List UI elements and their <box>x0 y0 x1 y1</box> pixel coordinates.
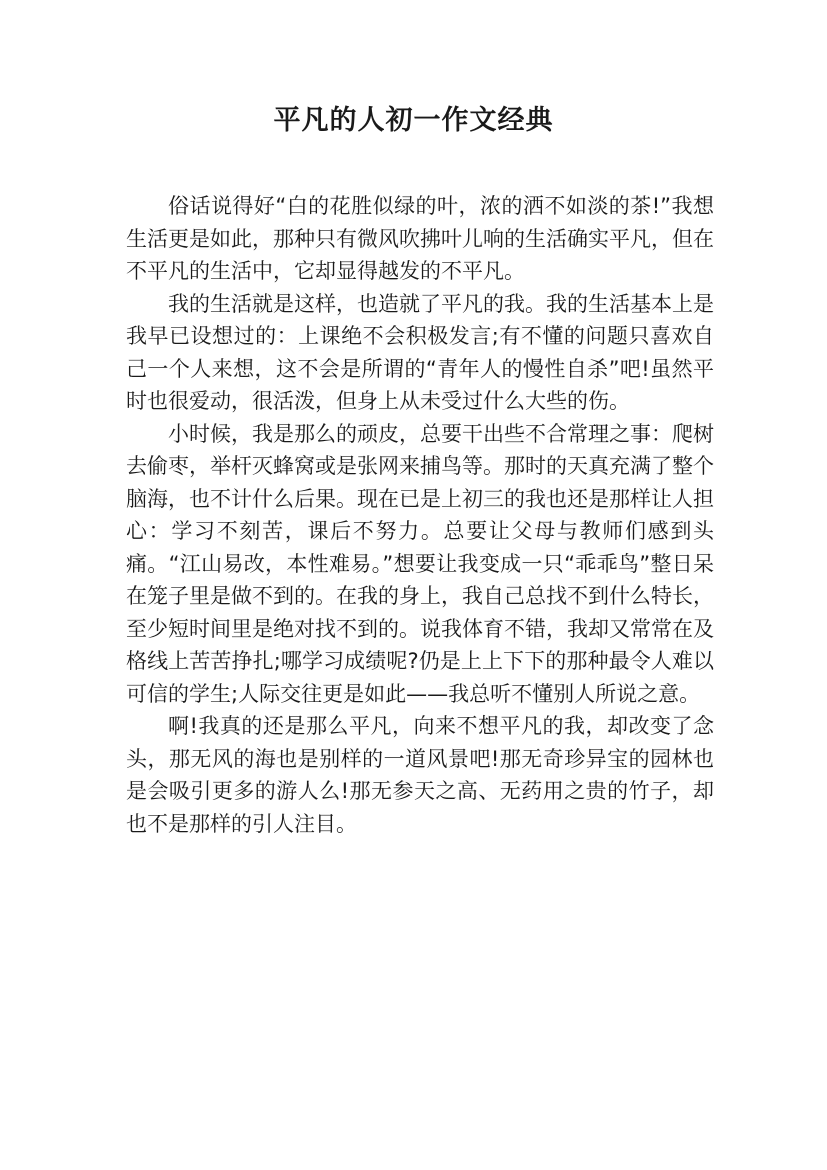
paragraph-2: 我的生活就是这样，也造就了平凡的我。我的生活基本上是我早已设想过的：上课绝不会积极发言;有不懂的问题只喜欢自己一个人来想，这不会是所谓的“青年人的慢性自杀”吧!虽然平时也很爱动，很活泼，但身上从未受过什么大些的伤。 <box>126 291 714 413</box>
paragraph-1: 俗话说得好“白的花胜似绿的叶，浓的洒不如淡的茶!”我想生活更是如此，那种只有微风吹拂叶儿响的生活确实平凡，但在不平凡的生活中，它却显得越发的不平凡。 <box>126 194 714 283</box>
document-title: 平凡的人初一作文经典 <box>273 105 554 136</box>
paragraph-4: 啊!我真的还是那么平凡，向来不想平凡的我，却改变了念头，那无风的海也是别样的一道风景吧!那无奇珍异宝的园林也是会吸引更多的游人么!那无参天之高、无药用之贵的竹子，却也不是那样的引人注目。 <box>126 714 714 836</box>
document-body <box>126 190 714 840</box>
paragraph-3: 小时候，我是那么的顽皮，总要干出些不合常理之事：爬树去偷枣，举杆灭蜂窝或是张网来捕鸟等。那时的天真充满了整个脑海，也不计什么后果。现在已是上初三的我也还是那样让人担心：学习不刻苦，课后不努力。总要让父母与教师们感到头痛。“江山易改，本性难易。”想要让我变成一只“乖乖鸟”整日呆在笼子里是做不到的。在我的身上，我自己总找不到什么特长，至少短时间里是绝对找不到的。说我体育不错，我却又常常在及格线上苦苦挣扎;哪学习成绩呢?仍是上上下下的那种最令人难以可信的学生;人际交往更是如此——我总听不懂别人所说之意。 <box>126 421 714 706</box>
